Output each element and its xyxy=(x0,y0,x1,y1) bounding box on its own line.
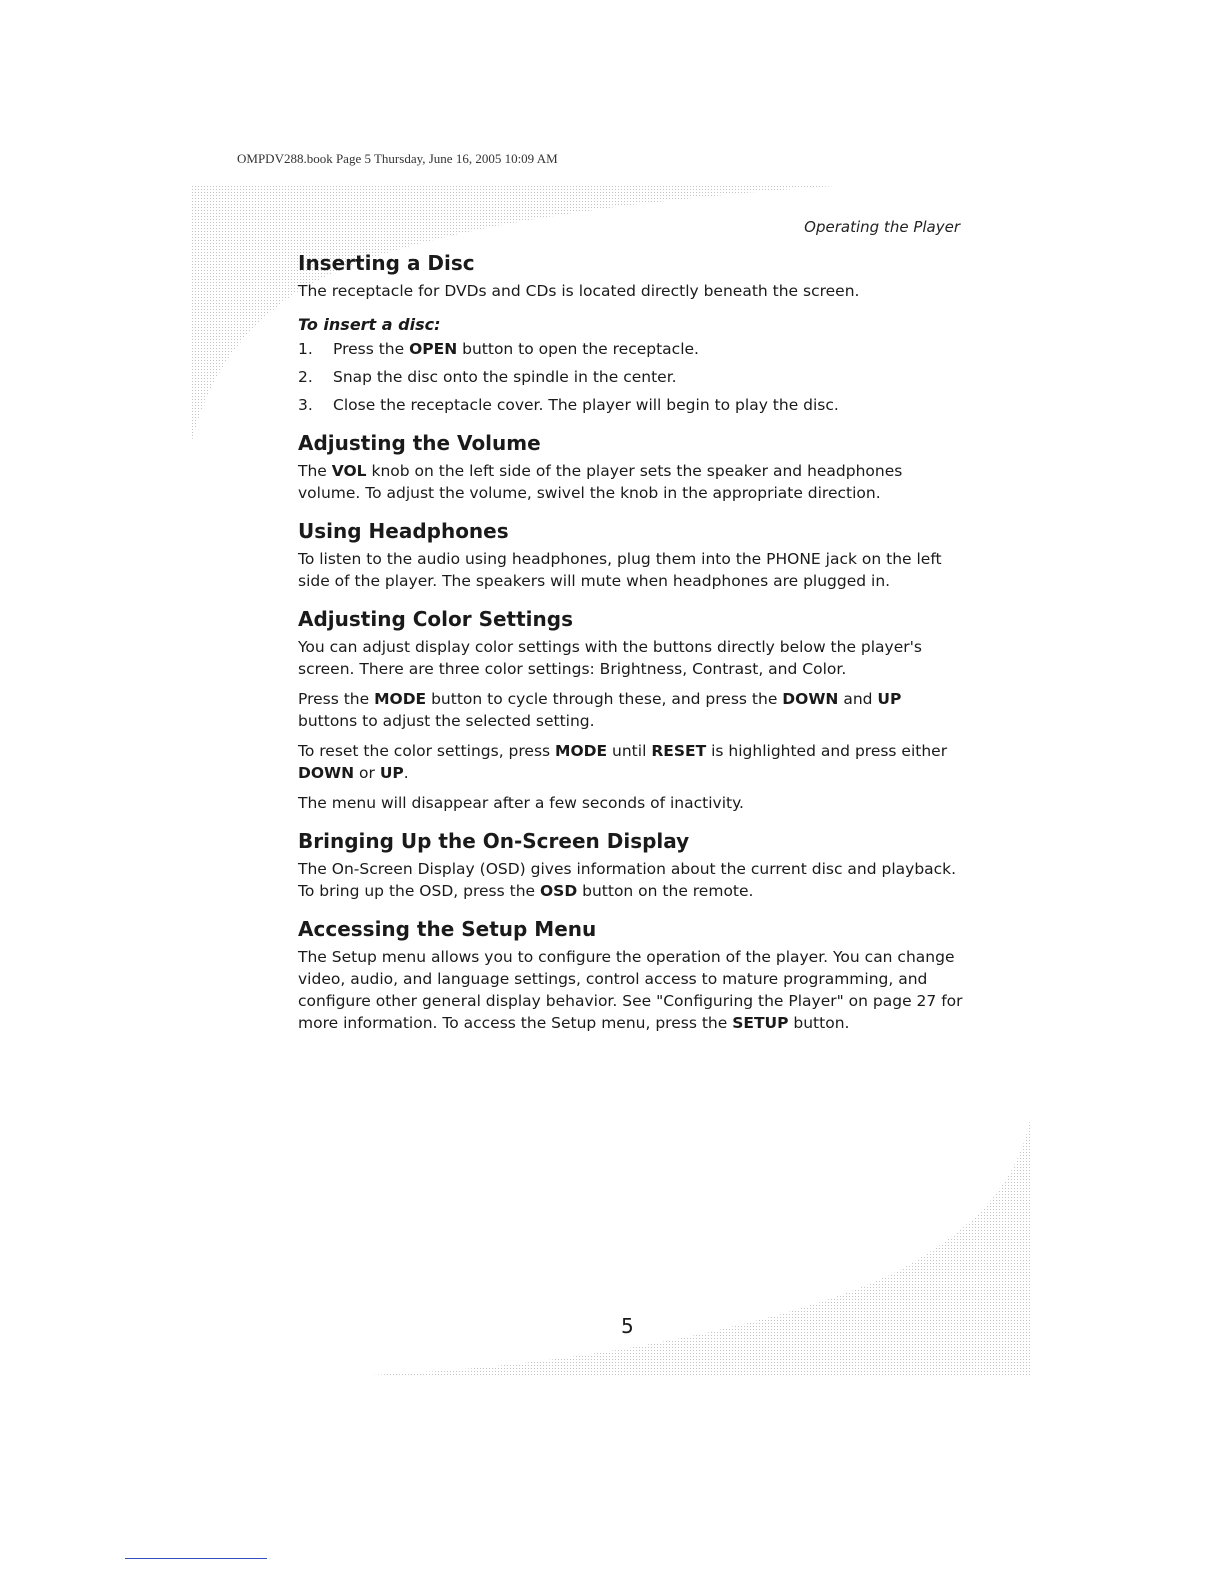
volume-text: The VOL knob on the left side of the player sets the speaker and headphones volume. To adjust the volume, swivel the knob in the appropriate direction. xyxy=(298,462,903,502)
page-number: 5 xyxy=(621,1314,634,1338)
heading-volume: Adjusting the Volume xyxy=(298,431,541,455)
insert-steps xyxy=(298,338,963,416)
list-item: 1. Press the OPEN button to open the receptacle. xyxy=(298,340,699,358)
section-headphones xyxy=(298,518,963,592)
running-head: Operating the Player xyxy=(804,218,960,236)
section-volume xyxy=(298,430,963,504)
heading-color: Adjusting Color Settings xyxy=(298,607,573,631)
print-header: OMPDV288.book Page 5 Thursday, June 16, 2005 10:09 AM xyxy=(237,151,558,166)
color-text-2: Press the MODE button to cycle through these, and press the DOWN and UP buttons to adjust the selected setting. xyxy=(298,690,902,730)
headphones-text: To listen to the audio using headphones, plug them into the PHONE jack on the left side of the player. The speakers will mute when headphones are plugged in. xyxy=(298,550,942,590)
section-setup xyxy=(298,916,963,1034)
color-text-3: To reset the color settings, press MODE until RESET is highlighted and press either DOWN or UP. xyxy=(298,742,948,782)
heading-osd: Bringing Up the On-Screen Display xyxy=(298,829,690,853)
page-content xyxy=(298,250,963,1048)
color-text-1: You can adjust display color settings with the buttons directly below the player's screen. There are three color settings: Brightness, Contrast, and Color. xyxy=(298,638,922,678)
section-inserting-disc xyxy=(298,250,963,416)
inserting-intro: The receptacle for DVDs and CDs is located directly beneath the screen. xyxy=(298,282,860,300)
section-osd xyxy=(298,828,963,902)
bottom-right-swoosh xyxy=(370,1110,1032,1375)
footer-line xyxy=(125,1558,267,1559)
list-item: 3. Close the receptacle cover. The player will begin to play the disc. xyxy=(298,396,839,414)
list-item: 2. Snap the disc onto the spindle in the center. xyxy=(298,368,677,386)
color-text-4: The menu will disappear after a few seconds of inactivity. xyxy=(298,794,744,812)
procedure-title: To insert a disc: xyxy=(298,315,441,334)
setup-text: The Setup menu allows you to configure the operation of the player. You can change video, audio, and language settings, control access to mature programming, and configure other general display behavior. See "Configuring the Player" on page 27 for more information. To access the Setup menu, press the SETUP button. xyxy=(298,948,963,1032)
section-color xyxy=(298,606,963,814)
heading-setup: Accessing the Setup Menu xyxy=(298,917,597,941)
osd-text: The On-Screen Display (OSD) gives information about the current disc and playback. To bring up the OSD, press the OSD button on the remote. xyxy=(298,860,957,900)
heading-inserting-disc: Inserting a Disc xyxy=(298,251,475,275)
heading-headphones: Using Headphones xyxy=(298,519,509,543)
